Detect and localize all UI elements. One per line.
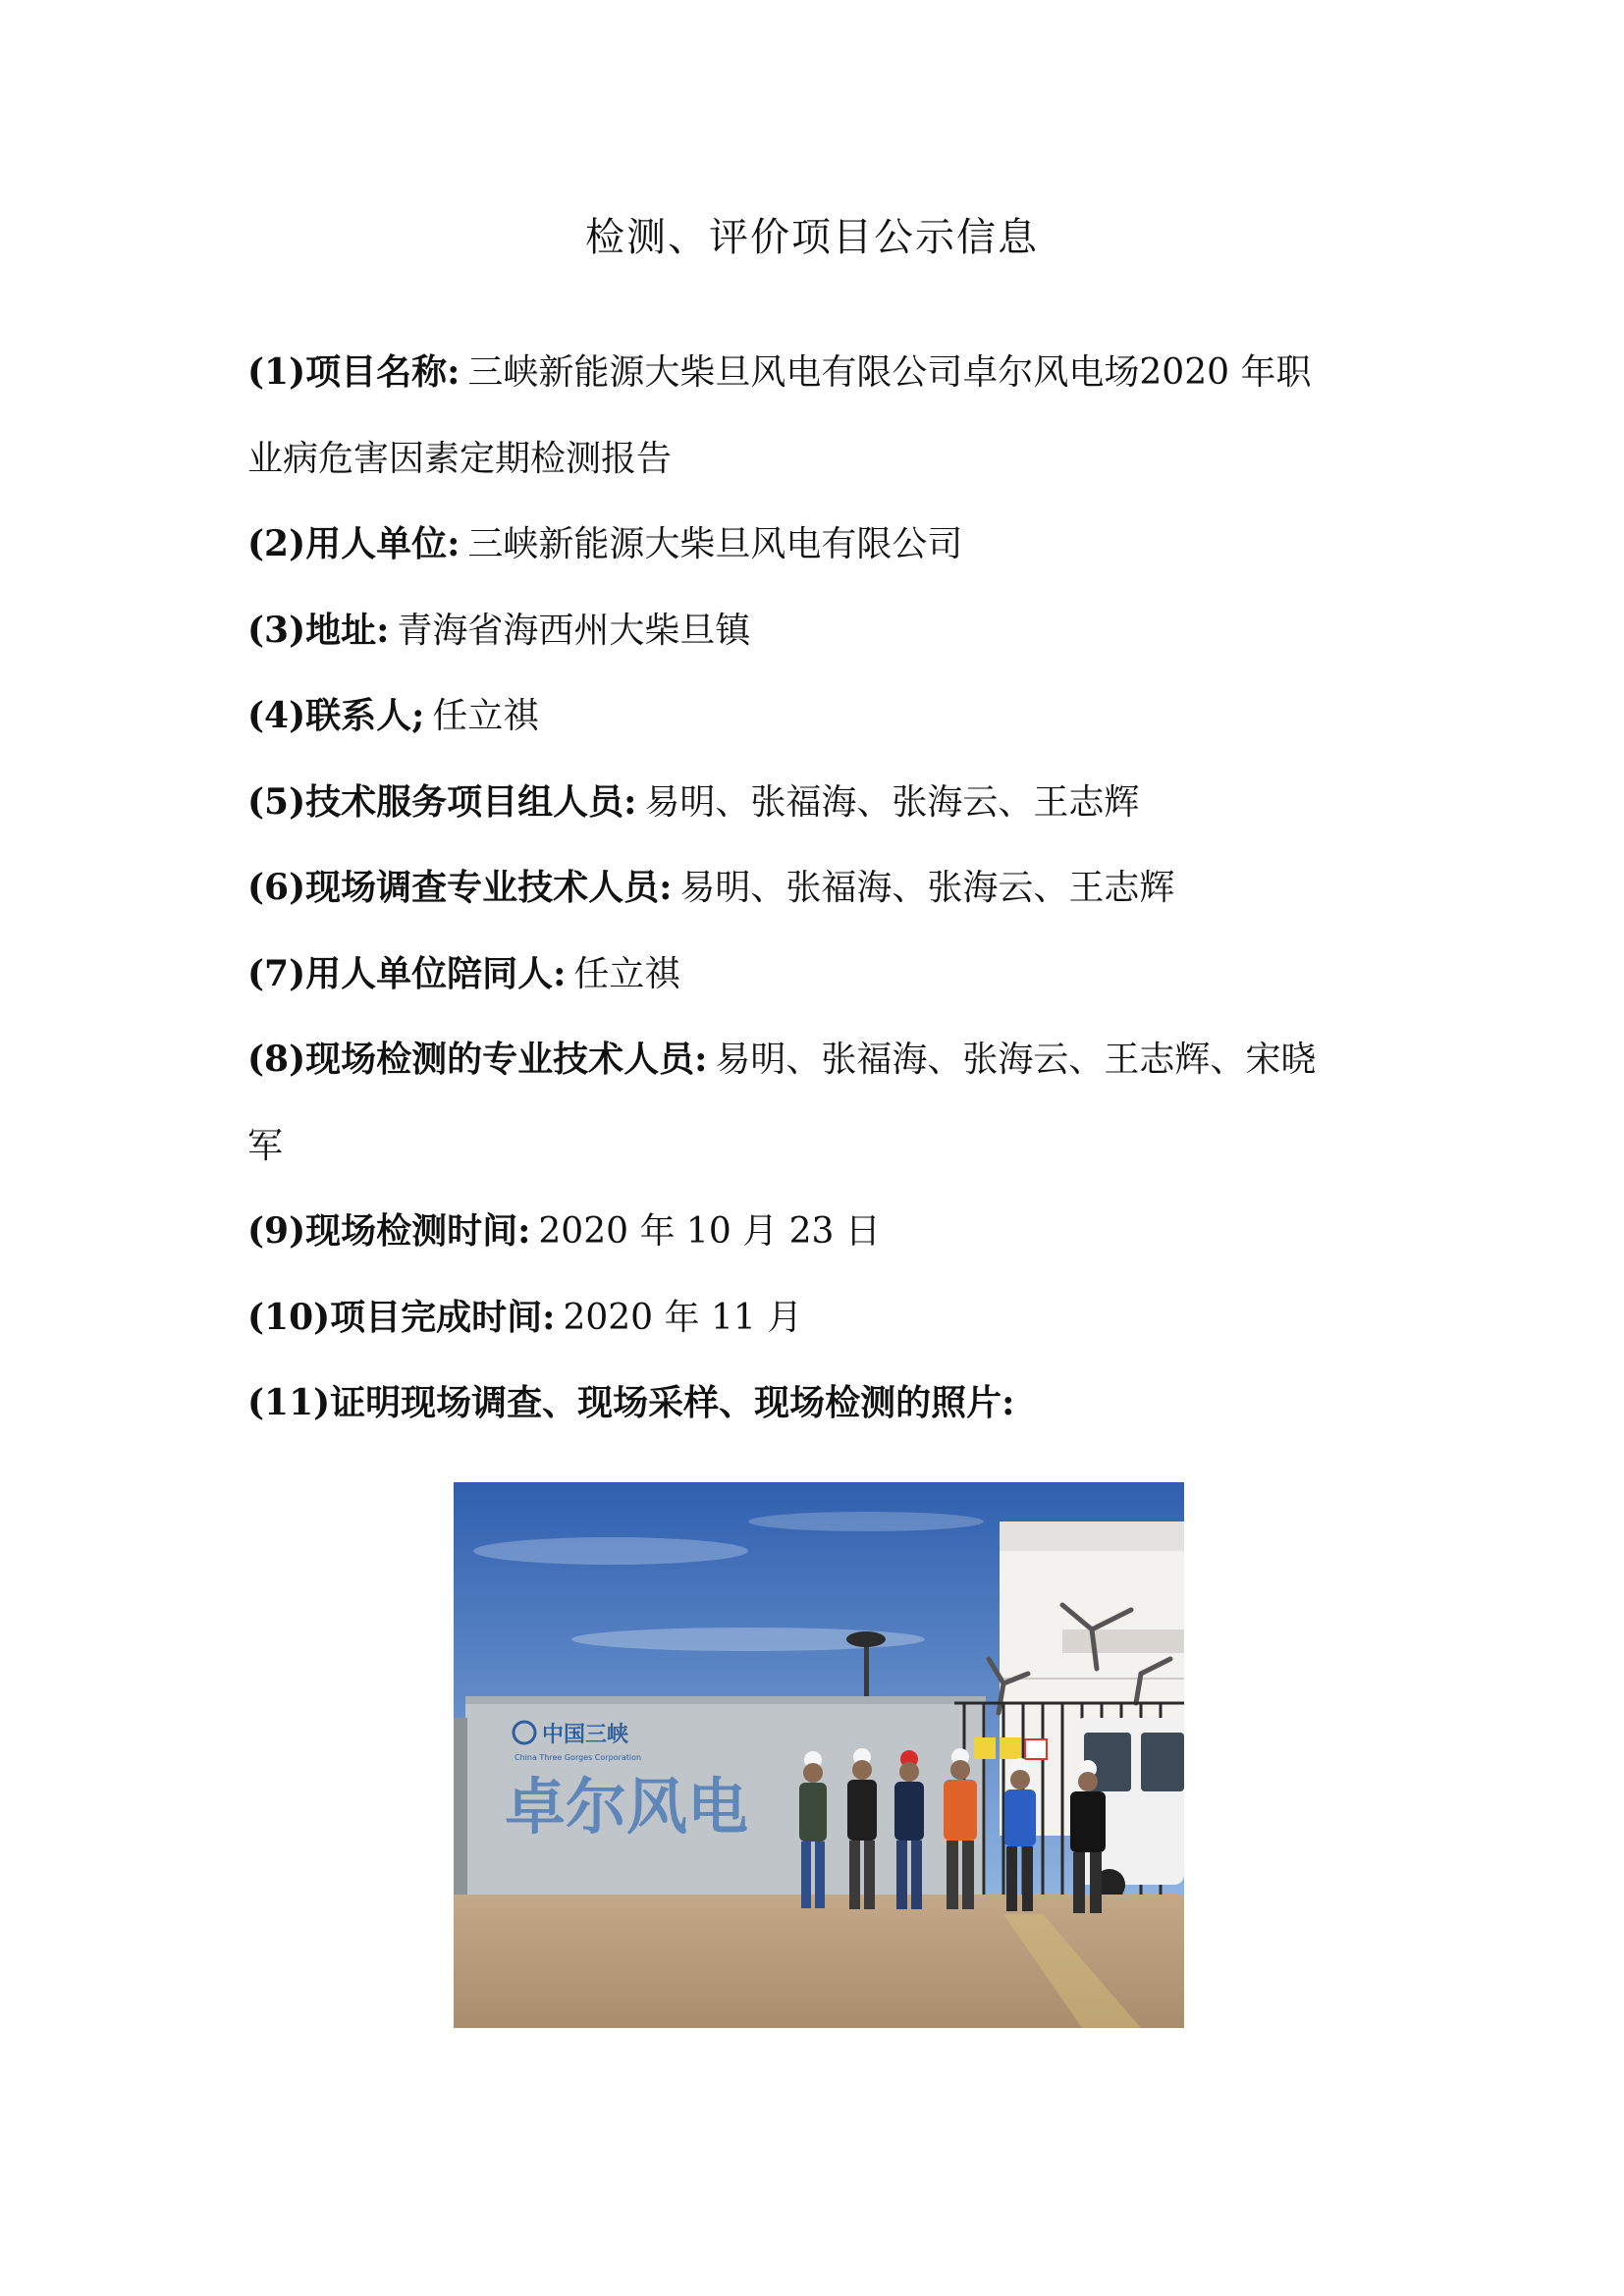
item-project-name <box>247 330 1394 416</box>
warning-sign-icon <box>974 1737 996 1759</box>
item-testing-staff-continuation: 军 <box>247 1125 284 1166</box>
item-escort <box>247 932 1394 1018</box>
item-address <box>247 588 1394 674</box>
item-employer <box>247 502 1394 588</box>
item-label: (10)项目完成时间: <box>247 1296 556 1338</box>
prohibition-sign-icon <box>1025 1739 1047 1759</box>
item-label: (3)地址: <box>247 609 390 651</box>
item-label: (11)证明现场调查、现场采样、现场检测的照片: <box>247 1382 1015 1423</box>
sign-logo-subtext: China Three Gorges Corporation <box>514 1753 642 1762</box>
item-value: 易明、张福海、张海云、王志辉 <box>644 781 1140 823</box>
item-value: 易明、张福海、张海云、王志辉、宋晓 <box>715 1040 1317 1080</box>
item-completion-date <box>247 1275 1394 1362</box>
item-value: 易明、张福海、张海云、王志辉 <box>679 868 1175 908</box>
item-value: 三峡新能源大柴旦风电有限公司 <box>467 524 963 564</box>
site-photo <box>454 1482 1184 2028</box>
item-contact <box>247 673 1394 760</box>
item-testing-date <box>247 1189 1394 1275</box>
item-testing-staff <box>247 1017 1394 1103</box>
warning-sign-icon <box>1000 1737 1021 1759</box>
item-photos-caption <box>247 1361 1394 1447</box>
item-value: 2020 年 10 月 23 日 <box>538 1211 881 1252</box>
item-label: (4)联系人; <box>247 695 425 736</box>
item-label: (5)技术服务项目组人员: <box>247 780 637 823</box>
site-photo-illustration <box>454 1482 1184 2028</box>
item-value: 任立祺 <box>432 696 539 736</box>
item-project-name-continuation: 业病危害因素定期检测报告 <box>247 438 673 479</box>
page-title: 检测、评价项目公示信息 <box>585 215 1039 260</box>
item-value: 2020 年 11 月 <box>563 1297 803 1338</box>
sign-main-text: 卓尔风电 <box>505 1771 749 1842</box>
item-value: 青海省海西州大柴旦镇 <box>397 610 751 651</box>
sign-logo-text: 中国三峡 <box>542 1723 629 1747</box>
item-value: 任立祺 <box>573 953 680 994</box>
item-value: 三峡新能源大柴旦风电有限公司卓尔风电场2020 年职 <box>467 352 1312 393</box>
item-label: (9)现场检测时间: <box>247 1210 531 1252</box>
info-list <box>247 330 1394 1447</box>
item-survey-staff <box>247 845 1394 932</box>
item-label: (6)现场调查专业技术人员: <box>247 867 673 908</box>
item-label: (7)用人单位陪同人: <box>247 952 567 994</box>
item-label: (8)现场检测的专业技术人员: <box>247 1039 708 1080</box>
item-label: (2)用人单位: <box>247 523 460 564</box>
item-team-members <box>247 760 1394 846</box>
item-label: (1)项目名称: <box>247 351 460 393</box>
